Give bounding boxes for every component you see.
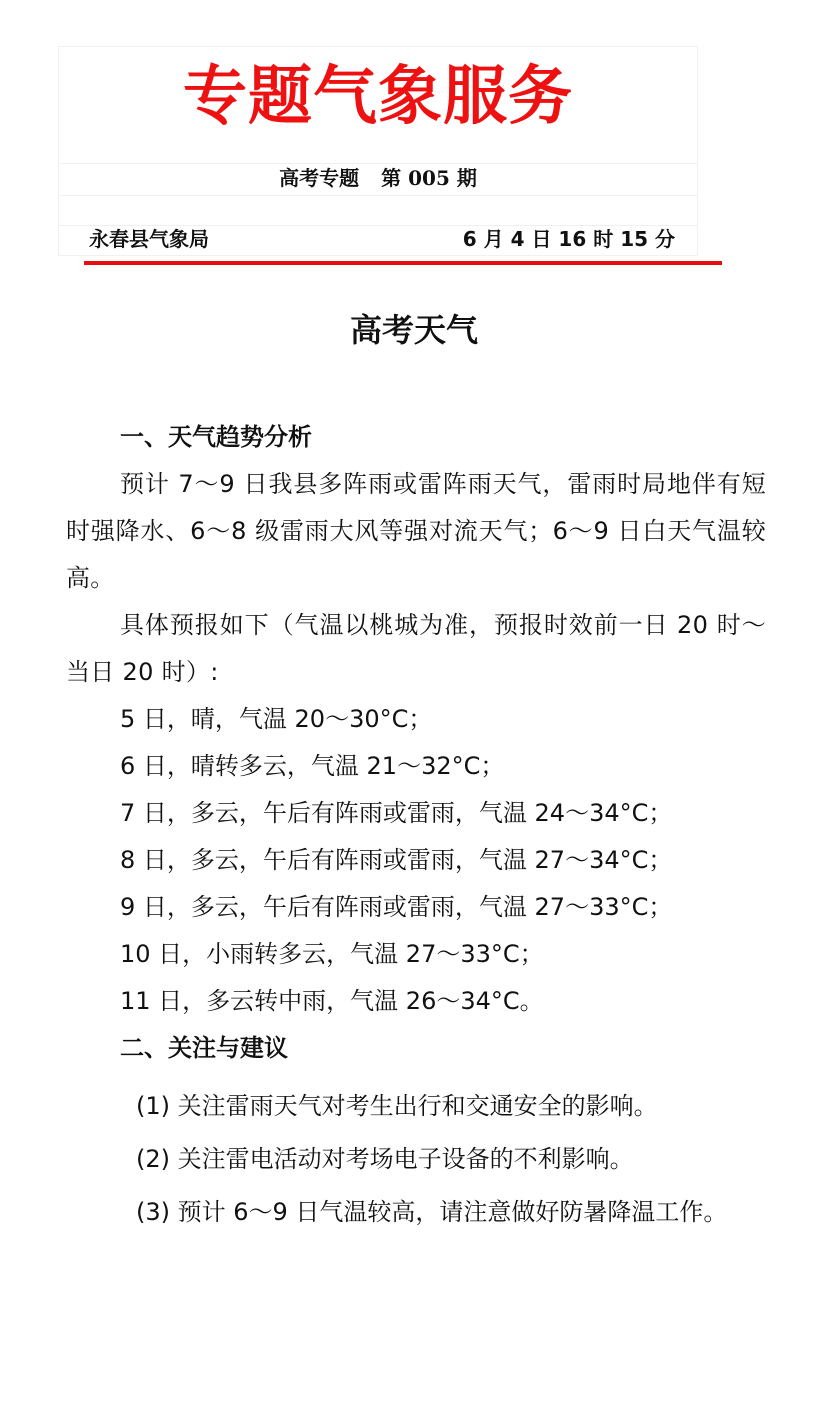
main-title: 专题气象服务 xyxy=(183,60,573,134)
forecast-intro: 具体预报如下（气温以桃城为准，预报时效前一日 20 时～当日 20 时）: xyxy=(66,611,766,686)
suggestion-item: (1) 关注雷雨天气对考生出行和交通安全的影响。 xyxy=(136,1092,658,1120)
issue-number: 第 005 期 xyxy=(381,166,477,190)
masthead xyxy=(58,46,698,256)
forecast-item: 8 日，多云，午后有阵雨或雷雨，气温 27～34°C； xyxy=(120,846,673,874)
issuing-organization: 永春县气象局 xyxy=(89,227,209,251)
forecast-item: 9 日，多云，午后有阵雨或雷雨，气温 27～33°C； xyxy=(120,893,673,921)
issue-line xyxy=(59,163,697,193)
masthead-divider xyxy=(59,195,697,196)
issue-label: 高考专题 xyxy=(279,166,360,190)
issue-datetime: 6 月 4 日 16 时 15 分 xyxy=(462,227,675,251)
forecast-item: 7 日，多云，午后有阵雨或雷雨，气温 24～34°C； xyxy=(120,799,673,827)
trend-paragraph: 预计 7～9 日我县多阵雨或雷阵雨天气，雷雨时局地伴有短时强降水、6～8 级雷雨大风等强对流天气；6～9 日白天气温较高。 xyxy=(66,470,766,592)
forecast-item: 10 日，小雨转多云，气温 27～33°C； xyxy=(120,940,544,968)
header-red-rule xyxy=(84,261,722,265)
suggestion-list xyxy=(66,1080,766,1239)
forecast-item: 5 日，晴，气温 20～30°C； xyxy=(120,705,433,733)
suggestion-item: (3) 预计 6～9 日气温较高，请注意做好防暑降温工作。 xyxy=(136,1198,728,1226)
forecast-item: 11 日，多云转中雨，气温 26～34°C。 xyxy=(120,987,544,1015)
document-body xyxy=(66,414,766,1239)
section-heading: 二、关注与建议 xyxy=(120,1034,288,1062)
section-heading: 一、天气趋势分析 xyxy=(120,423,312,451)
forecast-list xyxy=(66,696,766,1025)
forecast-item: 6 日，晴转多云，气温 21～32°C； xyxy=(120,752,505,780)
suggestion-item: (2) 关注雷电活动对考场电子设备的不利影响。 xyxy=(136,1145,634,1173)
document-title: 高考天气 xyxy=(349,311,478,349)
